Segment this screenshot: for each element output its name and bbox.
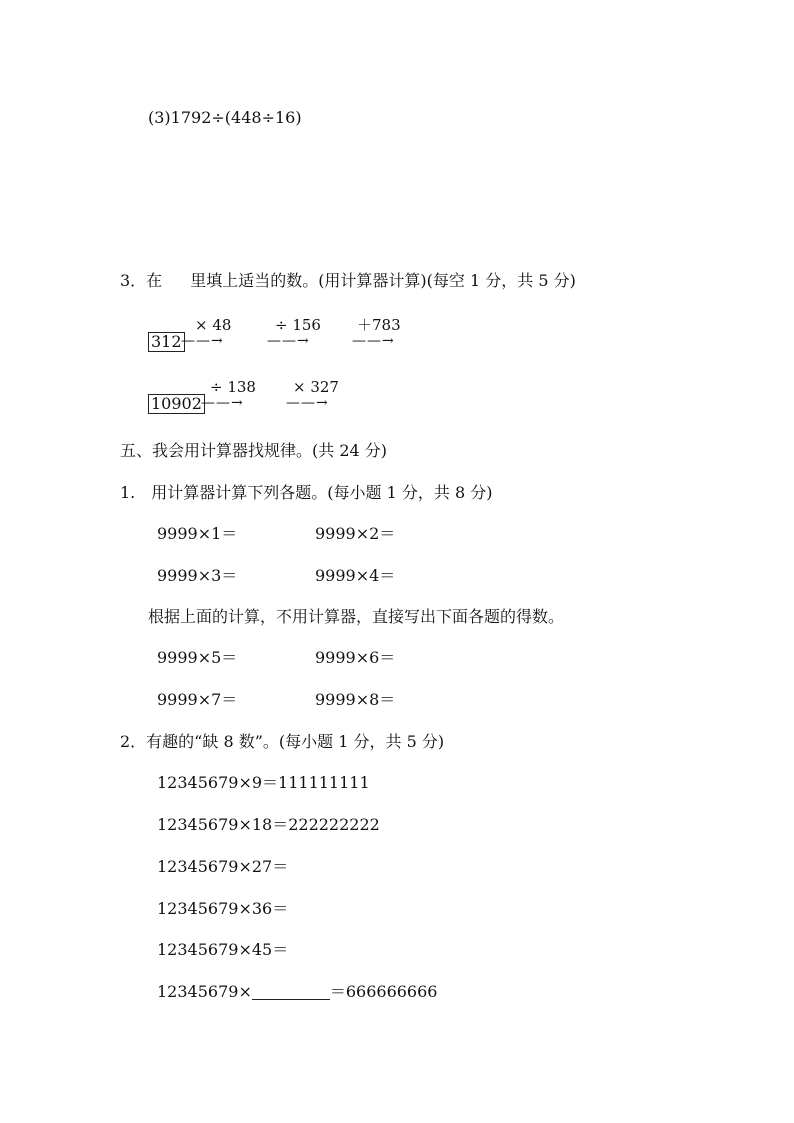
- chain2-op-1: ÷ 138: [210, 378, 256, 396]
- chain1-start-box: 312: [148, 332, 185, 352]
- chain1-arrow-2: ——→: [267, 333, 310, 349]
- calc-chain-2: [148, 378, 368, 412]
- chain1-op-3: ＋783: [357, 316, 401, 334]
- q2-line-5: 12345679×45＝: [157, 940, 289, 959]
- section3-instruction: [120, 271, 576, 291]
- section3-prefix: 3．在: [120, 271, 163, 290]
- chain1-arrow-1: ——→: [181, 333, 224, 349]
- chain2-start-box: 10902: [148, 394, 205, 414]
- q1-row1-left: 9999×1＝: [157, 524, 238, 543]
- q1-instruction: 根据上面的计算，不用计算器，直接写出下面各题的得数。: [148, 607, 565, 626]
- q1-row4-left: 9999×7＝: [157, 690, 238, 709]
- answer-blank[interactable]: [252, 982, 330, 1002]
- q2-line-2: 12345679×18＝222222222: [157, 815, 380, 834]
- chain2-arrow-2: ——→: [286, 395, 329, 411]
- q1-row2-right: 9999×4＝: [315, 566, 396, 585]
- calc-chain-1: [148, 316, 428, 350]
- q2-line-3: 12345679×27＝: [157, 857, 289, 876]
- section5-heading: 五、我会用计算器找规律。(共 24 分): [120, 441, 388, 460]
- q2-last-prefix: 12345679×: [157, 982, 252, 1001]
- q1-row2-left: 9999×3＝: [157, 566, 238, 585]
- q1-row3-left: 9999×5＝: [157, 648, 238, 667]
- q3-expression: (3)1792÷(448÷16): [148, 108, 302, 127]
- q1-title: 1. 用计算器计算下列各题。(每小题 1 分，共 8 分): [120, 483, 493, 502]
- q2-line-6: [157, 982, 437, 1002]
- q2-last-suffix: ＝666666666: [329, 982, 438, 1001]
- q1-row4-right: 9999×8＝: [315, 690, 396, 709]
- q1-row3-right: 9999×6＝: [315, 648, 396, 667]
- q2-line-1: 12345679×9＝111111111: [157, 773, 370, 792]
- chain2-arrow-1: ——→: [201, 395, 244, 411]
- q1-row1-right: 9999×2＝: [315, 524, 396, 543]
- chain1-op-2: ÷ 156: [275, 316, 321, 334]
- chain2-op-2: × 327: [293, 378, 339, 396]
- q2-title: 2．有趣的“缺 8 数”。(每小题 1 分，共 5 分): [120, 732, 445, 751]
- section3-suffix: 里填上适当的数。(用计算器计算)(每空 1 分，共 5 分): [190, 271, 576, 290]
- chain1-op-1: × 48: [195, 316, 232, 334]
- chain1-arrow-3: ——→: [352, 333, 395, 349]
- q2-line-4: 12345679×36＝: [157, 899, 289, 918]
